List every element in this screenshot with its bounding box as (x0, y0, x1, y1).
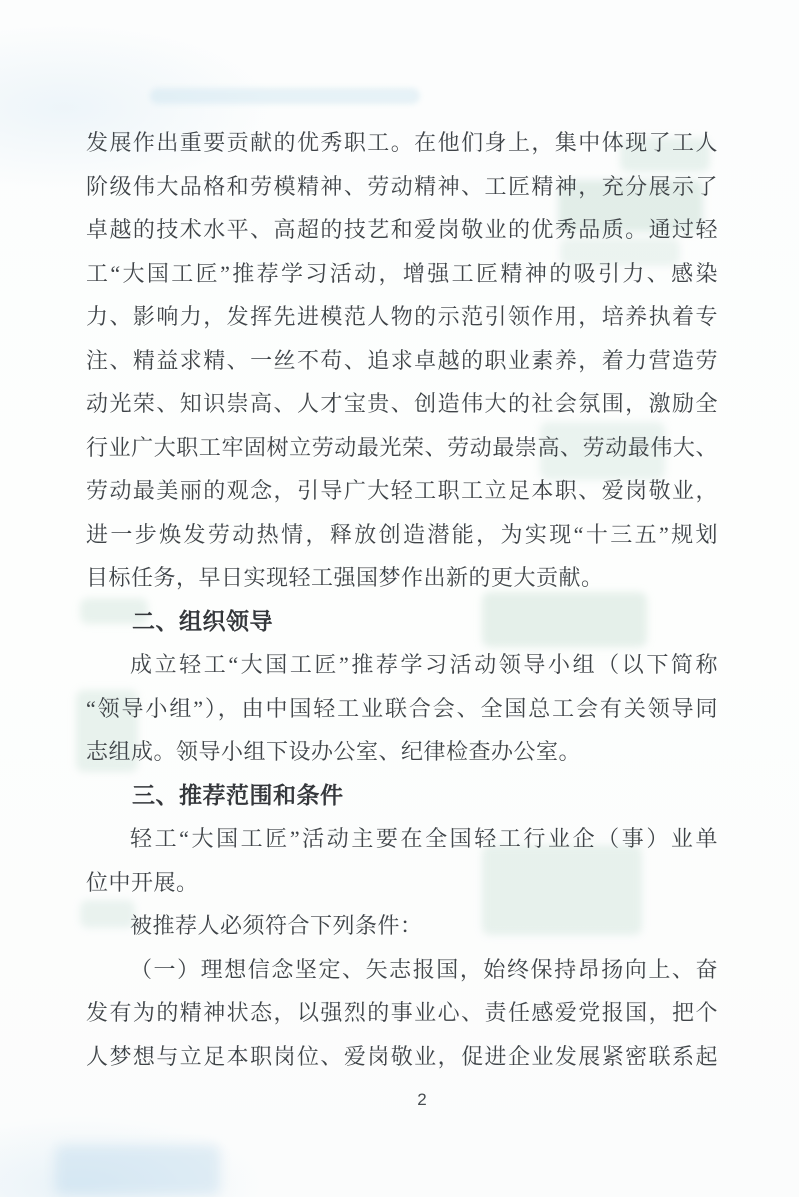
text-line: 行业广大职工牢固树立劳动最光荣、劳动最崇高、劳动最伟大、 (86, 434, 718, 460)
text-line: 人梦想与立足本职岗位、爱岗敬业，促进企业发展紧密联系起 (86, 1043, 718, 1069)
bleed-through-ghost (55, 1145, 220, 1195)
text-line: 注、精益求精、一丝不苟、追求卓越的职业素养，着力营造劳 (86, 347, 718, 373)
section-heading-organization: 二、组织领导 (132, 607, 273, 634)
text-line: 目标任务，早日实现轻工强国梦作出新的更大贡献。 (86, 565, 604, 590)
document-body (86, 121, 718, 1078)
section-heading-scope-conditions: 三、推荐范围和条件 (132, 781, 344, 808)
text-line: 进一步焕发劳动热情，释放创造潜能，为实现“十三五”规划 (86, 521, 718, 547)
page-number: 2 (417, 1090, 427, 1109)
text-line: （一）理想信念坚定、矢志报国，始终保持昂扬向上、奋 (130, 956, 718, 982)
text-line: 劳动最美丽的观念，引导广大轻工职工立足本职、爱岗敬业， (86, 478, 718, 503)
text-line: 卓越的技术水平、高超的技艺和爱岗敬业的优秀品质。通过轻 (86, 217, 718, 242)
text-line: 阶级伟大品格和劳模精神、劳动精神、工匠精神，充分展示了 (86, 173, 718, 199)
text-line: 志组成。领导小组下设办公室、纪律检查办公室。 (86, 739, 582, 764)
text-line: 动光荣、知识崇高、人才宝贵、创造伟大的社会氛围，激励全 (86, 391, 718, 416)
text-line: 力、影响力，发挥先进模范人物的示范引领作用，培养执着专 (86, 304, 718, 329)
text-line: 成立轻工“大国工匠”推荐学习活动领导小组（以下简称 (130, 652, 718, 677)
text-line: 被推荐人必须符合下列条件： (130, 913, 423, 938)
text-line: 位中开展。 (86, 869, 199, 895)
text-line: 发展作出重要贡献的优秀职工。在他们身上，集中体现了工人 (86, 130, 718, 155)
text-line: “领导小组”），由中国轻工业联合会、全国总工会有关领导同 (86, 695, 718, 721)
text-line: 发有为的精神状态，以强烈的事业心、责任感爱党报国，把个 (86, 1000, 718, 1025)
bleed-through-ghost (150, 88, 420, 104)
text-line: 轻工“大国工匠”活动主要在全国轻工行业企（事）业单 (130, 826, 718, 851)
text-line: 工“大国工匠”推荐学习活动，增强工匠精神的吸引力、感染 (86, 260, 718, 286)
